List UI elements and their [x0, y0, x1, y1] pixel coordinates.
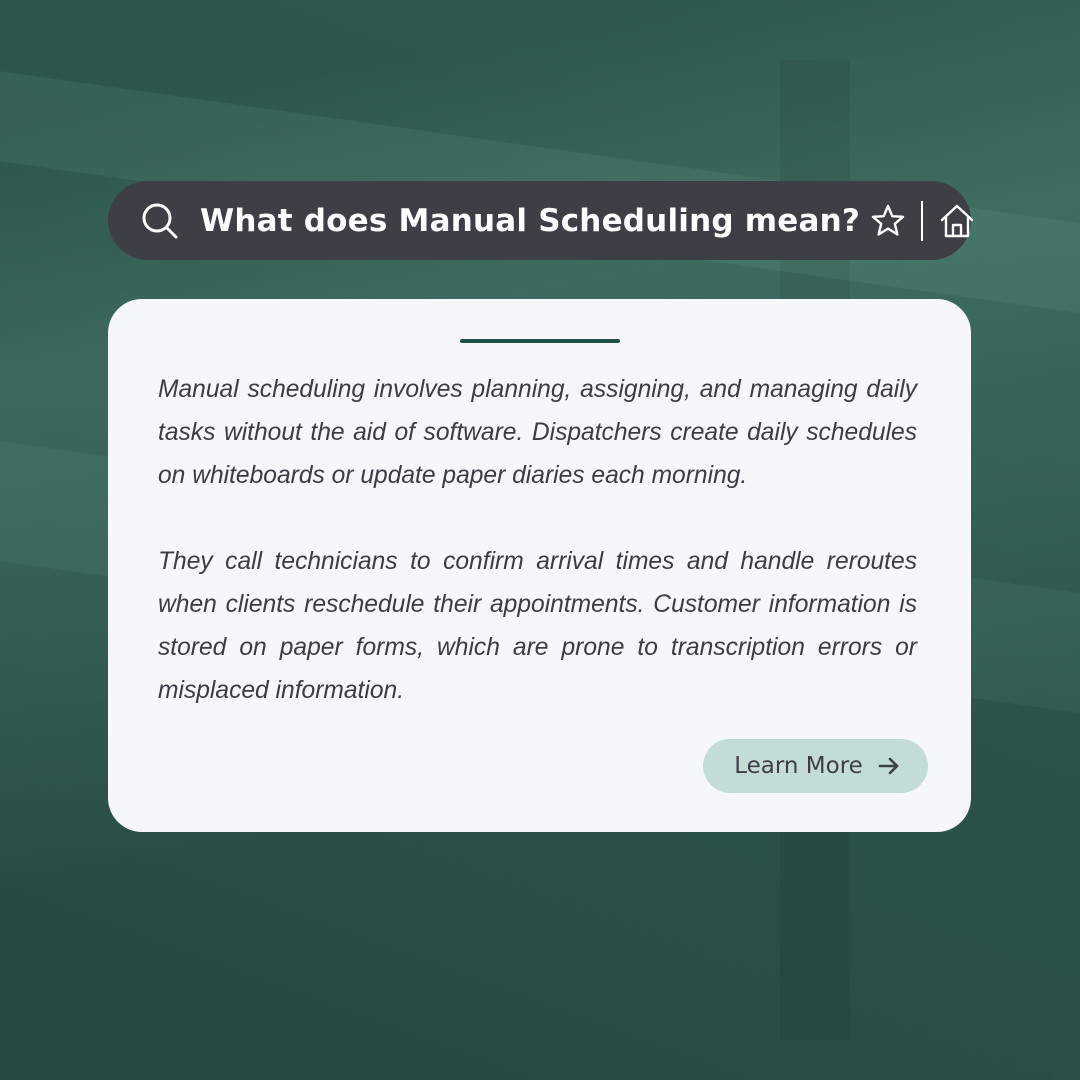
learn-more-label: Learn More — [734, 753, 863, 779]
learn-more-button[interactable] — [703, 739, 928, 793]
home-icon[interactable] — [938, 202, 976, 240]
star-icon[interactable] — [870, 203, 906, 239]
content-card — [108, 299, 971, 832]
card-handle — [460, 339, 620, 343]
paragraph: Manual scheduling involves planning, assigning, and managing daily tasks without the aid of software. Dispatchers create daily schedules on whiteboards or update paper diaries each morning. — [158, 376, 917, 489]
search-icon[interactable] — [140, 201, 180, 241]
paragraph: They call technicians to confirm arrival times and handle reroutes when clients reschedule their appointments. Customer information is stored on paper forms, which are prone to transcription errors or misplaced information. — [158, 548, 917, 704]
divider — [921, 201, 923, 241]
card-body — [158, 368, 917, 712]
arrow-right-icon — [877, 754, 901, 778]
search-bar[interactable] — [108, 181, 971, 260]
search-query[interactable]: What does Manual Scheduling mean? — [200, 202, 861, 239]
